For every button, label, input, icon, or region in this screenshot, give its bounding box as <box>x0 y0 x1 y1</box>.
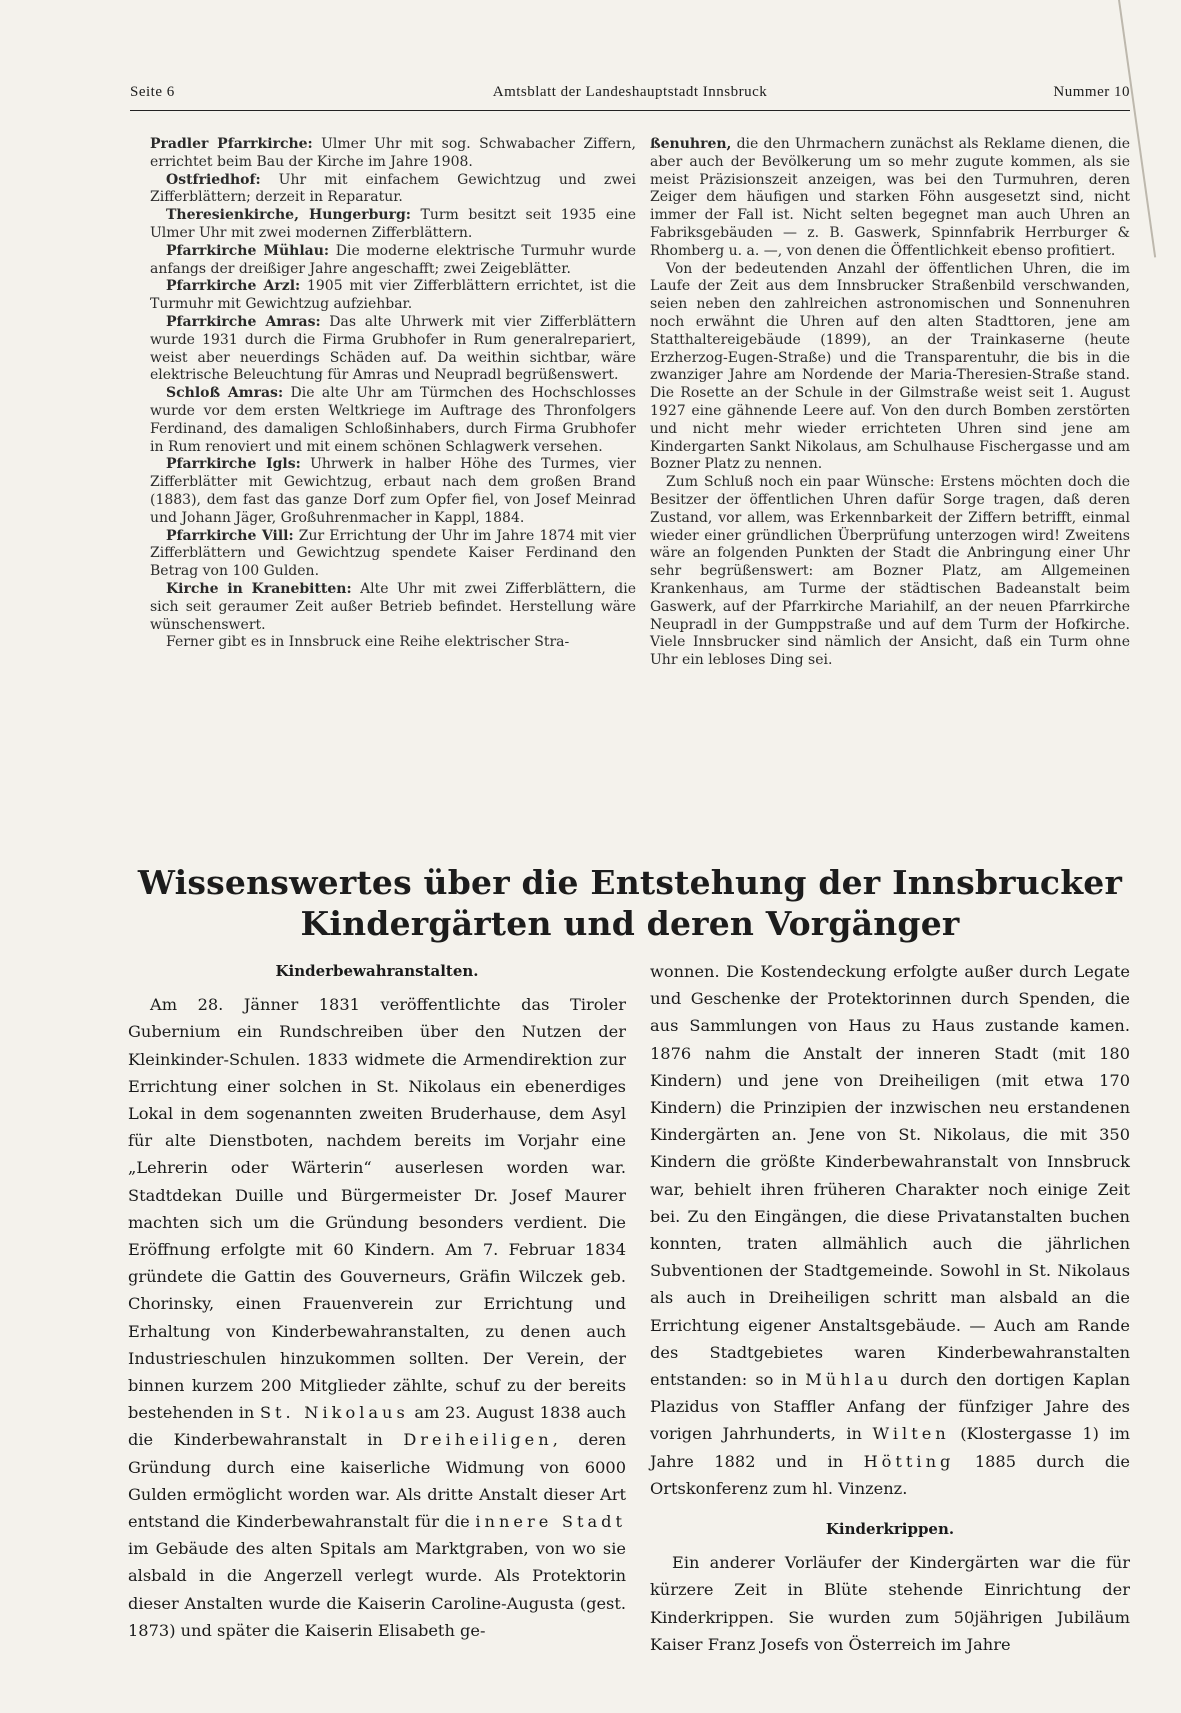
clock-entry: Kirche in Kranebitten: Alte Uhr mit zwei Zifferblättern, die sich seit geraumer Zeit außer Betrieb befindet. Herstellung wäre wünschenswert. <box>150 580 637 633</box>
page-header <box>130 80 1130 111</box>
paragraph: Zum Schluß noch ein paar Wünsche: Erstens möchten doch die Besitzer der öffentlichen Uhren dafür Sorge tragen, daß deren Zustand, vor allem, was Erkennbarkeit der Ziffern betrifft, einmal wieder einer gründlichen Überprüfung unterzogen wird! Zweitens wäre an folgenden Punkten der Stadt die Anbringung einer Uhr sehr begrüßenswert: am Bozner Platz, am Allgemeinen Krankenhaus, am Turme der städtischen Badeanstalt beim Gaswerk, auf der Pfarrkirche Mariahilf, an der neuen Pfarrkirche Neupradl in der Gumppstraße und auf dem Turm der Hofkirche. Viele Innsbrucker sind nämlich der Ansicht, daß ein Turm ohne Uhr ein lebloses Ding sei. <box>650 474 1130 669</box>
clock-entry: Pfarrkirche Vill: Zur Errichtung der Uhr im Jahre 1874 mit vier Zifferblättern und Gewichtzug spendete Kaiser Ferdinand den Betrag von 100 Gulden. <box>150 527 636 580</box>
page-number: Seite 6 <box>130 84 175 100</box>
section-heading: Kinderbewahranstalten. <box>275 962 479 980</box>
clock-list-right-column <box>650 136 1130 670</box>
article-title: Wissenswertes über die Entstehung der Innsbrucker Kindergärten und deren Vorgänger <box>137 863 1123 943</box>
article-right-column <box>650 958 1130 1658</box>
clock-entry: Ostfriedhof: Uhr mit einfachem Gewichtzug und zwei Zifferblättern; derzeit in Reparatur. <box>150 171 636 206</box>
paragraph: wonnen. Die Kostendeckung erfolgte außer durch Legate und Geschenke der Protektorinnen durch Spenden, die aus Sammlungen von Haus zu Haus zustande kamen. 1876 nahm die Anstalt der inneren Stadt (mit 180 Kindern) und jene von Dreiheiligen (mit etwa 170 Kindern) die Prinzipien der inzwischen neu erstandenen Kindergärten an. Jene von St. Nikolaus, die mit 350 Kindern die größte Kinderbewahranstalt von Innsbruck war, behielt ihren früheren Charakter noch einige Zeit bei. Zu den Eingängen, die diese Privatanstalten buchen konnten, traten allmählich auch die jährlichen Subventionen der Stadtgemeinde. Sowohl in St. Nikolaus als auch in Dreiheiligen schritt man alsbald an die Errichtung eigener Anstaltsgebäude. — Auch am Rande des Stadtgebietes waren Kinderbewahranstalten entstanden: so in Mühlau durch den dortigen Kaplan Plazidus von Staffler Anfang der fünfziger Jahre des vorigen Jahrhunderts, in Wilten (Klostergasse 1) im Jahre 1882 und in Hötting 1885 durch die Ortskonferenz zum hl. Vinzenz. <box>650 962 1130 1498</box>
clock-entry: Pfarrkirche Amras: Das alte Uhrwerk mit vier Zifferblättern wurde 1931 durch die Firma Grubhofer in Rum generalrepariert, weist aber neuerdings Schäden auf. Da weithin sichtbar, wäre elektrische Beleuchtung für Amras und Neupradl begrüßenswert. <box>150 313 636 384</box>
paragraph: Ferner gibt es in Innsbruck eine Reihe elektrischer Stra- <box>166 634 570 651</box>
paragraph: Am 28. Jänner 1831 veröffentlichte das Tiroler Gubernium ein Rundschreiben über den Nutzen der Kleinkinder-Schulen. 1833 widmete die Armendirektion zur Errichtung einer solchen in St. Nikolaus ein ebenerdiges Lokal in dem sogenannten zweiten Bruderhause, dem Asyl für alte Dienstboten, nachdem bereits im Vorjahr eine „Lehrerin oder Wärterin“ auserlesen worden war. Stadtdekan Duille und Bürgermeister Dr. Josef Maurer machten sich um die Gründung besonders verdient. Die Eröffnung erfolgte mit 60 Kindern. Am 7. Februar 1834 gründete die Gattin des Gouverneurs, Gräfin Wilczek geb. Chorinsky, einen Frauenverein zur Errichtung und Erhaltung von Kinderbewahranstalten, zu denen auch Industrieschulen hinzukommen sollten. Der Verein, der binnen kurzem 200 Mitglieder zählte, schuf zu der bereits bestehenden in St. Nikolaus am 23. August 1838 auch die Kinderbewahranstalt in Dreiheiligen, deren Gründung durch eine kaiserliche Widmung von 6000 Gulden ermöglicht worden war. Als dritte Anstalt dieser Art entstand die Kinderbewahranstalt für die innere Stadt im Gebäude des alten Spitals am Marktgraben, von wo sie alsbald in die Angerzell verlegt wurde. Als Protektorin dieser Anstalten wurde die Kaiserin Caroline-Augusta (gest. 1873) und später die Kaiserin Elisabeth ge- <box>128 995 627 1640</box>
publication-title: Amtsblatt der Landeshauptstadt Innsbruck <box>492 84 768 100</box>
paragraph: ßenuhren, die den Uhrmachern zunächst als Reklame dienen, die aber auch der Bevölkerung um so mehr zugute kommen, als sie meist Präzisionszeit anzeigen, was bei den Turmuhren, deren Zeiger dem häufigen und starken Föhn ausgesetzt sind, nicht immer der Fall ist. Nicht selten begegnet man auch Uhren an Fabriksgebäuden — z. B. Gaswerk, Spinnfabrik Herrburger & Rhomberg u. a. —, von denen die Öffentlichkeit ebenso profitiert. <box>650 136 1130 259</box>
clock-entry: Theresienkirche, Hungerburg: Turm besitzt seit 1935 eine Ulmer Uhr mit zwei modernen Zifferblättern. <box>150 207 636 241</box>
clock-entry: Pradler Pfarrkirche: Ulmer Uhr mit sog. Schwabacher Ziffern, errichtet beim Bau der Kirche im Jahre 1908. <box>150 136 636 170</box>
section-heading: Kinderkrippen. <box>825 1520 955 1539</box>
paragraph: Von der bedeutenden Anzahl der öffentlichen Uhren, die im Laufe der Zeit aus dem Innsbrucker Straßenbild verschwanden, seien neben den zahlreichen astronomischen und Sonnenuhren noch erwähnt die Uhren auf den alten Stadttoren, jene am Statthaltereigebäude (1899), an der Trainkaserne (heute Erzherzog-Eugen-Straße) und die Transparentuhr, die bis in die zwanziger Jahre am Nordende der Maria-Theresien-Straße stand. Die Rosette an der Schule in der Gilmstraße weist seit 1. August 1927 eine gähnende Leere auf. Von den durch Bomben zerstörten und nicht mehr wieder errichteten Uhren sind jene am Kindergarten Sankt Nikolaus, am Schulhause Fischergasse und am Bozner Platz zu nennen. <box>650 260 1130 473</box>
issue-number: Nummer 10 <box>1053 84 1130 100</box>
article-left-column <box>128 958 626 1644</box>
clock-entry: Pfarrkirche Mühlau: Die moderne elektrische Turmuhr wurde anfangs der dreißiger Jahre angeschafft; zwei Zeigeblätter. <box>150 242 637 277</box>
clock-entry: Pfarrkirche Igls: Uhrwerk in halber Höhe des Turmes, vier Zifferblätter mit Gewichtzug, erbaut nach dem großen Brand (1883), dem fast das ganze Dorf zum Opfer fiel, von Josef Meinrad und Johann Jäger, Großuhrenmacher in Kappl, 1884. <box>150 456 636 526</box>
clock-entry: Schloß Amras: Die alte Uhr am Türmchen des Hochschlosses wurde vor dem ersten Weltkriege im Auftrage des Thronfolgers Ferdinand, des damaligen Schloßinhabers, durch Firma Grubhofer in Rum renoviert und mit einem schönen Schlagwerk versehen. <box>150 385 636 455</box>
clock-entry: Pfarrkirche Arzl: 1905 mit vier Zifferblättern errichtet, ist die Turmuhr mit Gewichtzug aufziehbar. <box>150 278 636 313</box>
clock-list-left-column <box>150 136 636 652</box>
paragraph: Ein anderer Vorläufer der Kindergärten war die für kürzere Zeit in Blüte stehende Einrichtung der Kinderkrippen. Sie wurden zum 50jährigen Jubiläum Kaiser Franz Josefs von Österreich im Jahre <box>650 1553 1130 1654</box>
